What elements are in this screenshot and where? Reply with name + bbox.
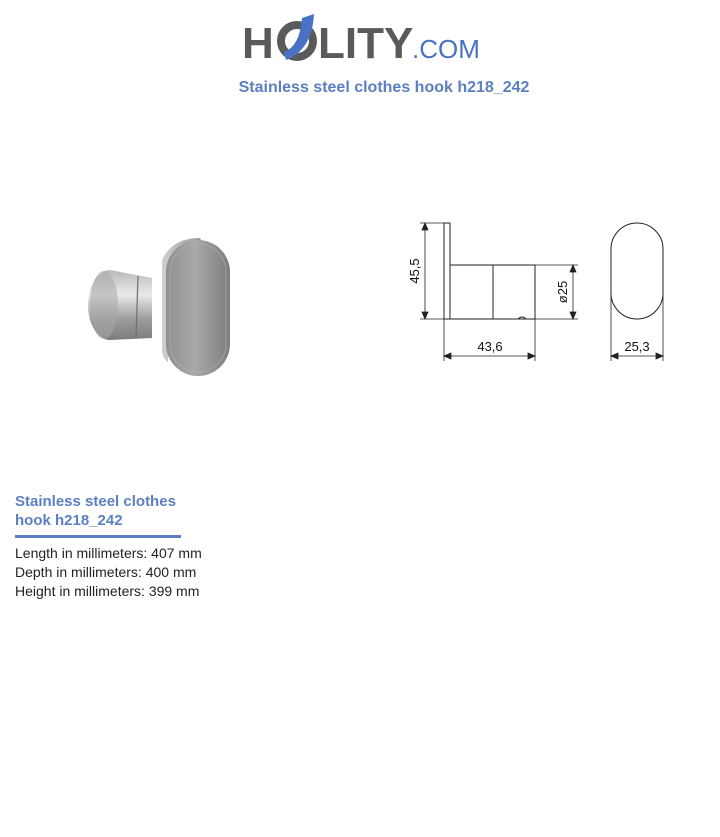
logo-letter-h: H xyxy=(242,19,274,68)
logo-suffix-com: .COM xyxy=(412,34,480,64)
spec-height: Height in millimeters: 399 mm xyxy=(15,583,200,599)
logo-o-icon xyxy=(281,14,314,60)
technical-drawing xyxy=(400,215,675,370)
product-name: Stainless steel clothes hook h218_242 xyxy=(15,493,176,529)
dim-diameter-label: ø25 xyxy=(555,280,570,304)
product-info xyxy=(15,492,245,601)
drawing-front-oval xyxy=(611,223,663,319)
title-underline xyxy=(15,535,181,538)
product-photo xyxy=(80,230,240,385)
dim-width-label: 25,3 xyxy=(624,339,650,354)
spec-list xyxy=(15,544,245,601)
spec-depth: Depth in millimeters: 400 mm xyxy=(15,564,197,580)
dim-height-line xyxy=(420,223,444,319)
page-title: Stainless steel clothes hook h218_242 xyxy=(238,79,530,96)
dim-length-label: 43,6 xyxy=(477,339,503,354)
drawing-wall-plate xyxy=(444,223,450,319)
logo-letters-lity: LITY xyxy=(318,19,414,68)
dim-height-label: 45,5 xyxy=(407,258,422,284)
holity-logo[interactable] xyxy=(240,10,480,68)
spec-length: Length in millimeters: 407 mm xyxy=(15,545,202,561)
